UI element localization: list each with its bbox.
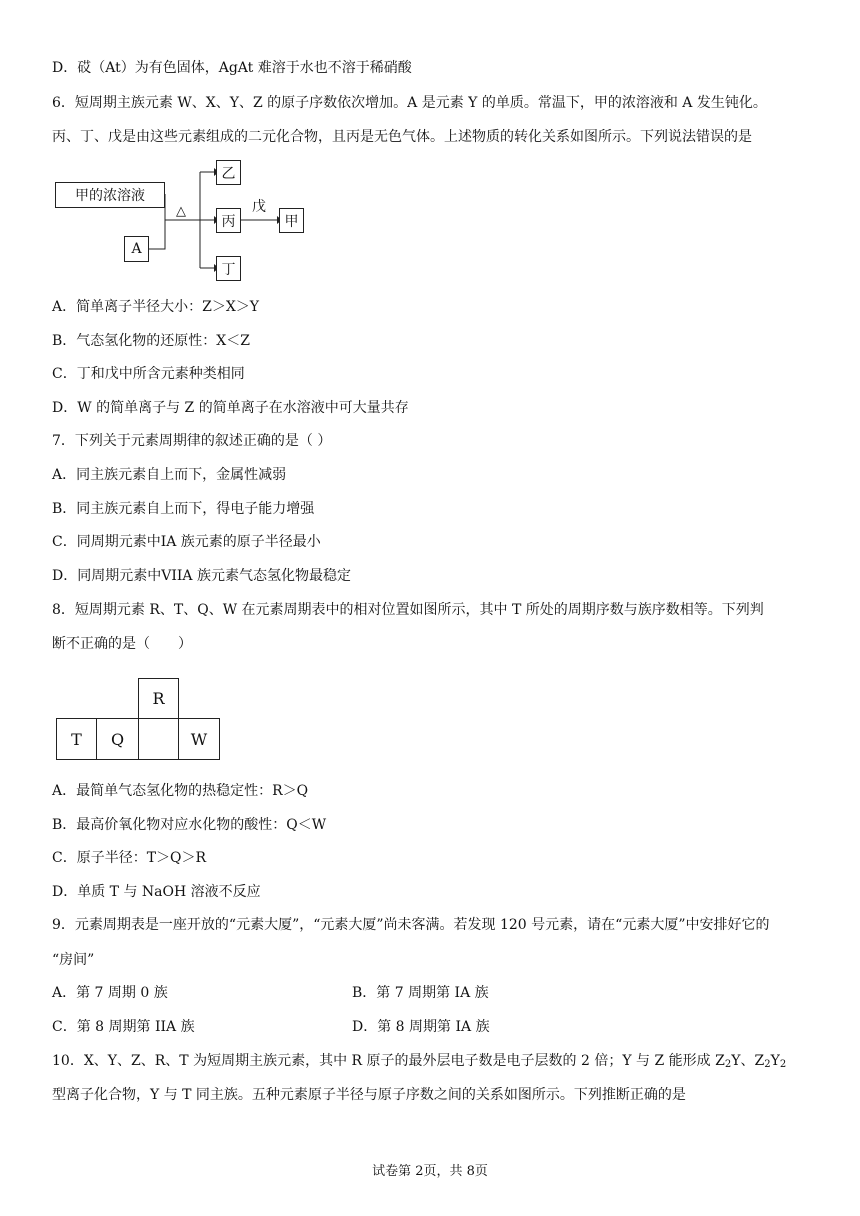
box-bing: 丙 bbox=[216, 208, 241, 233]
heat-label: △ bbox=[176, 204, 186, 219]
q5-option-d: D．砹（At）为有色固体，AgAt 难溶于水也不溶于稀硝酸 bbox=[52, 60, 412, 76]
q6-stem-line2: 丙、丁、戊是由这些元素组成的二元化合物，且丙是无色气体。上述物质的转化关系如图所示。下列说法错误的是 bbox=[52, 129, 752, 145]
q10-stem-line1 bbox=[52, 1051, 786, 1071]
q9-stem-line2: “房间” bbox=[52, 952, 95, 968]
q9-stem-line1: 9．元素周期表是一座开放的“元素大厦”，“元素大厦”尚未客满。若发现 120 号元素，请在“元素大厦”中安排好它的 bbox=[52, 917, 770, 933]
q9-option-a: A．第 7 周期 0 族 bbox=[52, 985, 168, 1001]
q9-option-c: C．第 8 周期第 IIA 族 bbox=[52, 1019, 195, 1035]
cell-r: R bbox=[138, 678, 179, 719]
q8-stem-line1: 8．短周期元素 R、T、Q、W 在元素周期表中的相对位置如图所示，其中 T 所处的周期序数与族序数相等。下列判 bbox=[52, 602, 764, 618]
q6-option-c: C．丁和戊中所含元素种类相同 bbox=[52, 366, 245, 382]
subscript-2: 2 bbox=[724, 1059, 732, 1070]
q6-option-b: B．气态氢化物的还原性：X＜Z bbox=[52, 333, 250, 349]
q9-option-d: D．第 8 周期第 IA 族 bbox=[352, 1019, 490, 1035]
q7-option-c: C．同周期元素中IA 族元素的原子半径最小 bbox=[52, 534, 321, 550]
q9-option-b: B．第 7 周期第 IA 族 bbox=[352, 985, 489, 1001]
q8-option-c: C．原子半径：T＞Q＞R bbox=[52, 850, 207, 866]
q6-stem-line1: 6．短周期主族元素 W、X、Y、Z 的原子序数依次增加。A 是元素 Y 的单质。常温下，甲的浓溶液和 A 发生钝化。 bbox=[52, 95, 767, 111]
q6-option-a: A．简单离子半径大小：Z＞X＞Y bbox=[52, 299, 260, 315]
box-ding: 丁 bbox=[216, 256, 241, 281]
cell-empty bbox=[138, 718, 179, 760]
box-jia: 甲 bbox=[279, 208, 304, 233]
q10-stem-part-a: 10．X、Y、Z、R、T 为短周期主族元素，其中 R 原子的最外层电子数是电子层数的 2 倍；Y 与 Z 能形成 Z bbox=[52, 1053, 725, 1069]
cell-q: Q bbox=[96, 718, 139, 760]
q7-stem: 7．下列关于元素周期律的叙述正确的是（ ） bbox=[52, 433, 332, 449]
q10-stem-part-b: Y、Z bbox=[731, 1053, 765, 1069]
q10-stem-part-c: Y bbox=[770, 1053, 780, 1069]
subscript-2: 2 bbox=[779, 1059, 787, 1070]
box-yi: 乙 bbox=[216, 160, 241, 185]
box-a: A bbox=[124, 236, 149, 262]
q8-option-d: D．单质 T 与 NaOH 溶液不反应 bbox=[52, 884, 261, 900]
q8-option-a: A．最简单气态氢化物的热稳定性：R＞Q bbox=[52, 783, 309, 799]
wu-label: 戊 bbox=[252, 199, 266, 215]
cell-w: W bbox=[178, 718, 220, 760]
q7-option-d: D．同周期元素中VIIA 族元素气态氢化物最稳定 bbox=[52, 568, 351, 584]
q10-stem-line2: 型离子化合物，Y 与 T 同主族。五种元素原子半径与原子序数之间的关系如图所示。下列推断正确的是 bbox=[52, 1087, 686, 1103]
box-jia-concentrated: 甲的浓溶液 bbox=[55, 182, 165, 208]
q6-option-d: D．W 的简单离子与 Z 的简单离子在水溶液中可大量共存 bbox=[52, 400, 409, 416]
q7-option-a: A．同主族元素自上而下，金属性减弱 bbox=[52, 467, 287, 483]
q8-stem-line2: 断不正确的是（ ） bbox=[52, 636, 192, 652]
subscript-2: 2 bbox=[764, 1059, 771, 1070]
cell-t: T bbox=[56, 718, 97, 760]
q7-option-b: B．同主族元素自上而下，得电子能力增强 bbox=[52, 501, 315, 517]
q8-option-b: B．最高价氧化物对应水化物的酸性：Q＜W bbox=[52, 817, 327, 833]
page-footer: 试卷第 2页，共 8页 bbox=[372, 1164, 488, 1179]
